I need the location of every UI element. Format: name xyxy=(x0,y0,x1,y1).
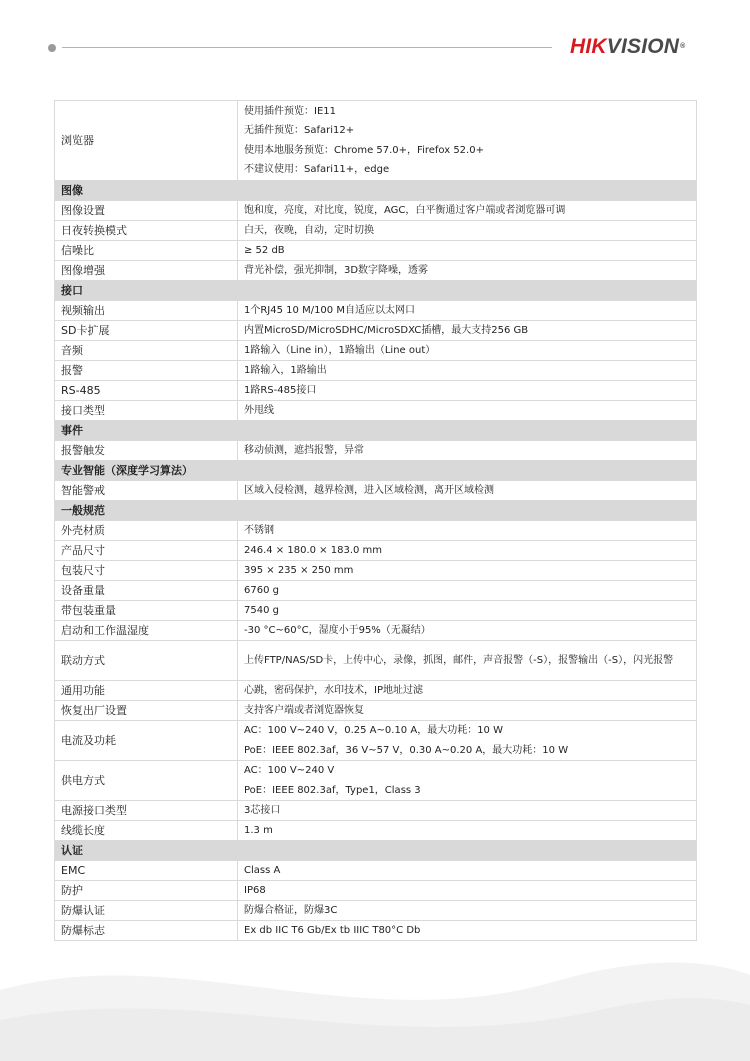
header-dot xyxy=(48,44,56,52)
spec-row: 报警触发 移动侦测，遮挡报警，异常 xyxy=(55,441,697,461)
spec-table xyxy=(54,100,697,941)
hikvision-logo: HIKVISION® xyxy=(570,35,686,58)
spec-row: 防护 IP68 xyxy=(55,881,697,901)
spec-row: 防爆认证 防爆合格证，防爆3C xyxy=(55,901,697,921)
spec-row: 日夜转换模式 白天，夜晚，自动，定时切换 xyxy=(55,221,697,241)
spec-row: 视频输出 1个RJ45 10 M/100 M自适应以太网口 xyxy=(55,301,697,321)
spec-value: 使用插件预览：IE11 无插件预览：Safari12+ 使用本地服务预览：Chrome 57.0+，Firefox 52.0+ 不建议使用：Safari11+，edge xyxy=(238,101,697,181)
spec-row: RS-485 1路RS-485接口 xyxy=(55,381,697,401)
spec-row: 智能警戒 区域入侵检测，越界检测，进入区域检测，离开区域检测 xyxy=(55,481,697,501)
spec-row: 通用功能 心跳，密码保护，水印技术，IP地址过滤 xyxy=(55,681,697,701)
section-header: 事件 xyxy=(55,421,697,441)
spec-row: 报警 1路输入，1路输出 xyxy=(55,361,697,381)
section-header: 专业智能（深度学习算法） xyxy=(55,461,697,481)
spec-row: EMC Class A xyxy=(55,861,697,881)
spec-row-current: 电流及功耗 AC：100 V~240 V，0.25 A~0.10 A，最大功耗：10 W PoE：IEEE 802.3af，36 V~57 V，0.30 A~0.20 A，最大功耗：10 W xyxy=(55,721,697,761)
spec-row: 启动和工作温湿度 -30 °C~60°C，湿度小于95%（无凝结） xyxy=(55,621,697,641)
spec-row: 产品尺寸 246.4 × 180.0 × 183.0 mm xyxy=(55,541,697,561)
spec-row: 电源接口类型 3芯接口 xyxy=(55,801,697,821)
header-rule xyxy=(62,47,552,48)
spec-row: 图像增强 背光补偿，强光抑制，3D数字降噪，透雾 xyxy=(55,261,697,281)
section-header: 图像 xyxy=(55,181,697,201)
section-header: 一般规范 xyxy=(55,501,697,521)
section-header: 接口 xyxy=(55,281,697,301)
spec-row: 设备重量 6760 g xyxy=(55,581,697,601)
spec-row: 带包装重量 7540 g xyxy=(55,601,697,621)
spec-row-power: 供电方式 AC：100 V~240 V PoE：IEEE 802.3af，Type1，Class 3 xyxy=(55,761,697,801)
spec-row: 接口类型 外甩线 xyxy=(55,401,697,421)
spec-row: 外壳材质 不锈钢 xyxy=(55,521,697,541)
spec-row: 线缆长度 1.3 m xyxy=(55,821,697,841)
spec-row-browser xyxy=(55,101,697,181)
decorative-wave-background xyxy=(0,920,750,1061)
spec-row: 恢复出厂设置 支持客户端或者浏览器恢复 xyxy=(55,701,697,721)
spec-row: 防爆标志 Ex db IIC T6 Gb/Ex tb IIIC T80°C Db xyxy=(55,921,697,941)
spec-row-linkage: 联动方式 上传FTP/NAS/SD卡，上传中心，录像，抓图，邮件，声音报警（-S），报警输出（-S），闪光报警 xyxy=(55,641,697,681)
spec-row: 信噪比 ≥ 52 dB xyxy=(55,241,697,261)
spec-row: 图像设置 饱和度，亮度，对比度，锐度，AGC，白平衡通过客户端或者浏览器可调 xyxy=(55,201,697,221)
section-header: 认证 xyxy=(55,841,697,861)
spec-row: 音频 1路输入（Line in），1路输出（Line out） xyxy=(55,341,697,361)
spec-label: 浏览器 xyxy=(55,101,238,181)
spec-row: 包装尺寸 395 × 235 × 250 mm xyxy=(55,561,697,581)
spec-row: SD卡扩展 内置MicroSD/MicroSDHC/MicroSDXC插槽，最大支持256 GB xyxy=(55,321,697,341)
